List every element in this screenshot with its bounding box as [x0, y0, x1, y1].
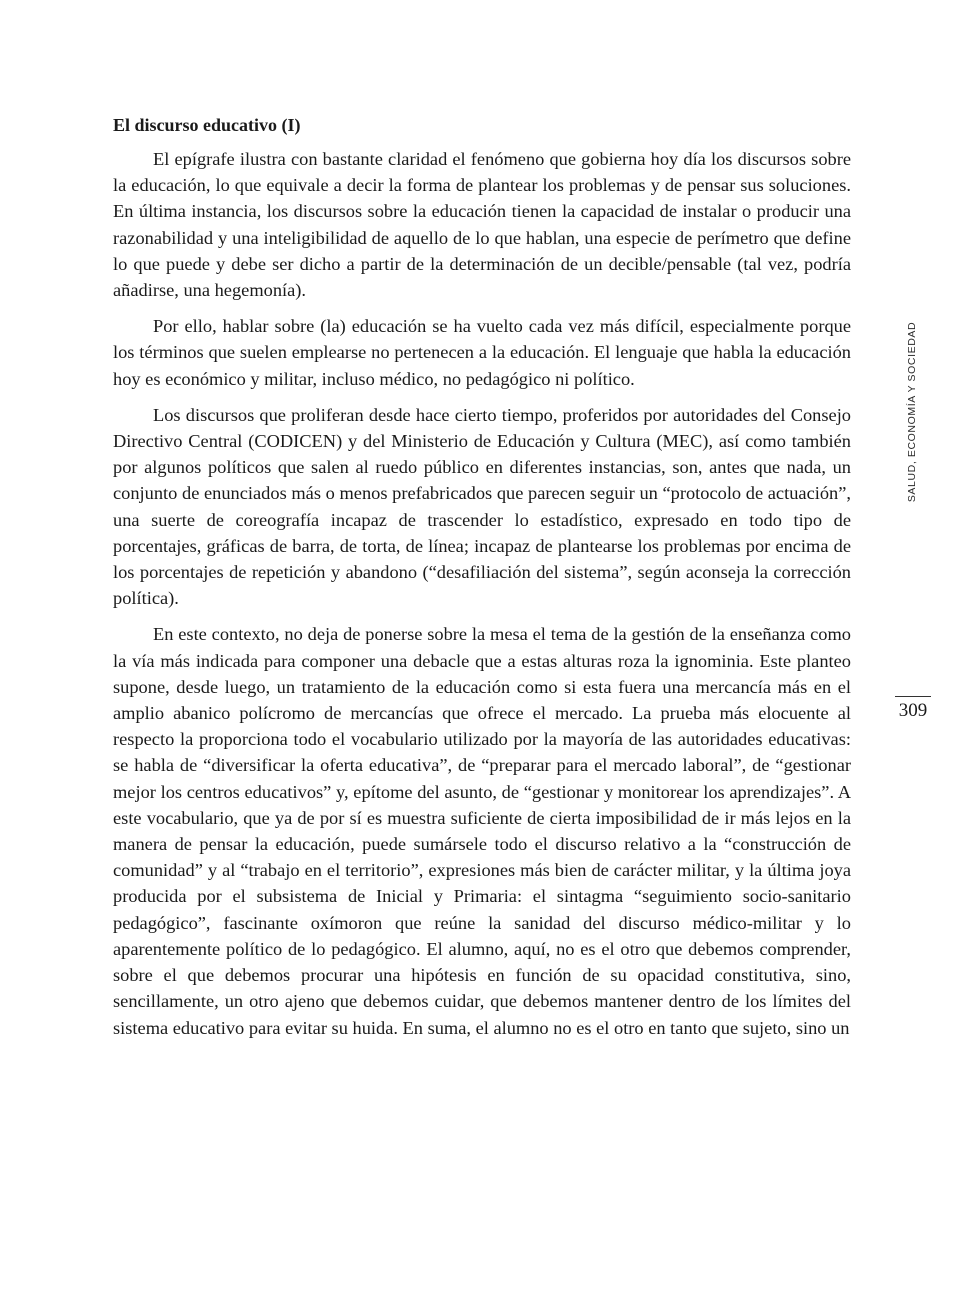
paragraph-3: Los discursos que proliferan desde hace cierto tiempo, proferidos por autoridades del Consejo Directivo Central (CODICEN) y del Ministerio de Educación y Cultura (MEC), así como también por algunos políticos que salen al ruedo público en diferentes instancias, son, antes que nada, un conjunto de enunciados más o menos prefabricados que parecen seguir un “protocolo de actuación”, una suerte de coreografía incapaz de trascender lo estadístico, expresado en todo tipo de porcentajes, gráficas de barra, de torta, de línea; incapaz de plantearse los problemas por encima de los porcentajes de repetición y abandono (“desafiliación del sistema”, según aconseja la corrección política).	[113, 404, 851, 609]
page-number-rule	[895, 696, 931, 697]
paragraph-1: El epígrafe ilustra con bastante claridad el fenómeno que gobierna hoy día los discursos sobre la educación, lo que equivale a decir la forma de plantear los problemas y de pensar sus soluciones. En última instancia, los discursos sobre la educación tienen la capacidad de instalar o producir una razonabilidad y una inteligibilidad de aquello de lo que hablan, una especie de perímetro que define lo que puede y debe ser dicho a partir de la determinación de un decible/pensable (tal vez, podría añadirse, una hegemonía).	[113, 149, 851, 301]
running-head-vertical: SALUD, ECONOMÍA Y SOCIEDAD	[906, 321, 918, 503]
page-number: 309	[898, 700, 928, 721]
section-title: El discurso educativo (I)	[113, 115, 301, 135]
paragraph-2: Por ello, hablar sobre (la) educación se ha vuelto cada vez más difícil, especialmente porque los términos que suelen emplearse no pertenecen a la educación. El lenguaje que habla la educación hoy es económico y militar, incluso médico, no pedagógico ni político.	[113, 316, 851, 389]
paragraph-4: En este contexto, no deja de ponerse sobre la mesa el tema de la gestión de la enseñanza como la vía más indicada para componer una debacle que a estas alturas roza la ignominia. Este planteo supone, desde luego, un tratamiento de la educación como si esta fuera una mercancía más en el amplio abanico polícromo de mercancías que ofrece el mercado. La prueba más elocuente al respecto la proporciona todo el vocabulario utilizado por la mayoría de las autoridades educativas: se habla de “diversificar la oferta educativa”, de “preparar para el mercado laboral”, de “gestionar mejor los centros educativos” y, epítome del asunto, de “gestionar y monitorear los aprendizajes”. A este vocabulario, que ya de por sí es muestra suficiente de cierta imposibilidad de ir más lejos en la manera de pensar la educación, puede sumársele todo el discurso relativo a la “construcción de comunidad” y al “trabajo en el territorio”, expresiones más bien de carácter militar, y la última joya producida por el subsistema de Inicial y Primaria: el sintagma “seguimiento socio-sanitario pedagógico”, fascinante oxímoron que reúne la sanidad del discurso médico-militar y lo aparentemente político de lo pedagógico. El alumno, aquí, no es el otro que debemos comprender, sobre el que debemos procurar una hipótesis en función de su opacidad constitutiva, sino, sencillamente, un otro ajeno que debemos cuidar, que debemos mantener dentro de los límites del sistema educativo para evitar su huida. En suma, el alumno no es el otro en tanto que sujeto, sino un	[113, 624, 851, 1038]
main-text-block	[113, 112, 851, 1051]
